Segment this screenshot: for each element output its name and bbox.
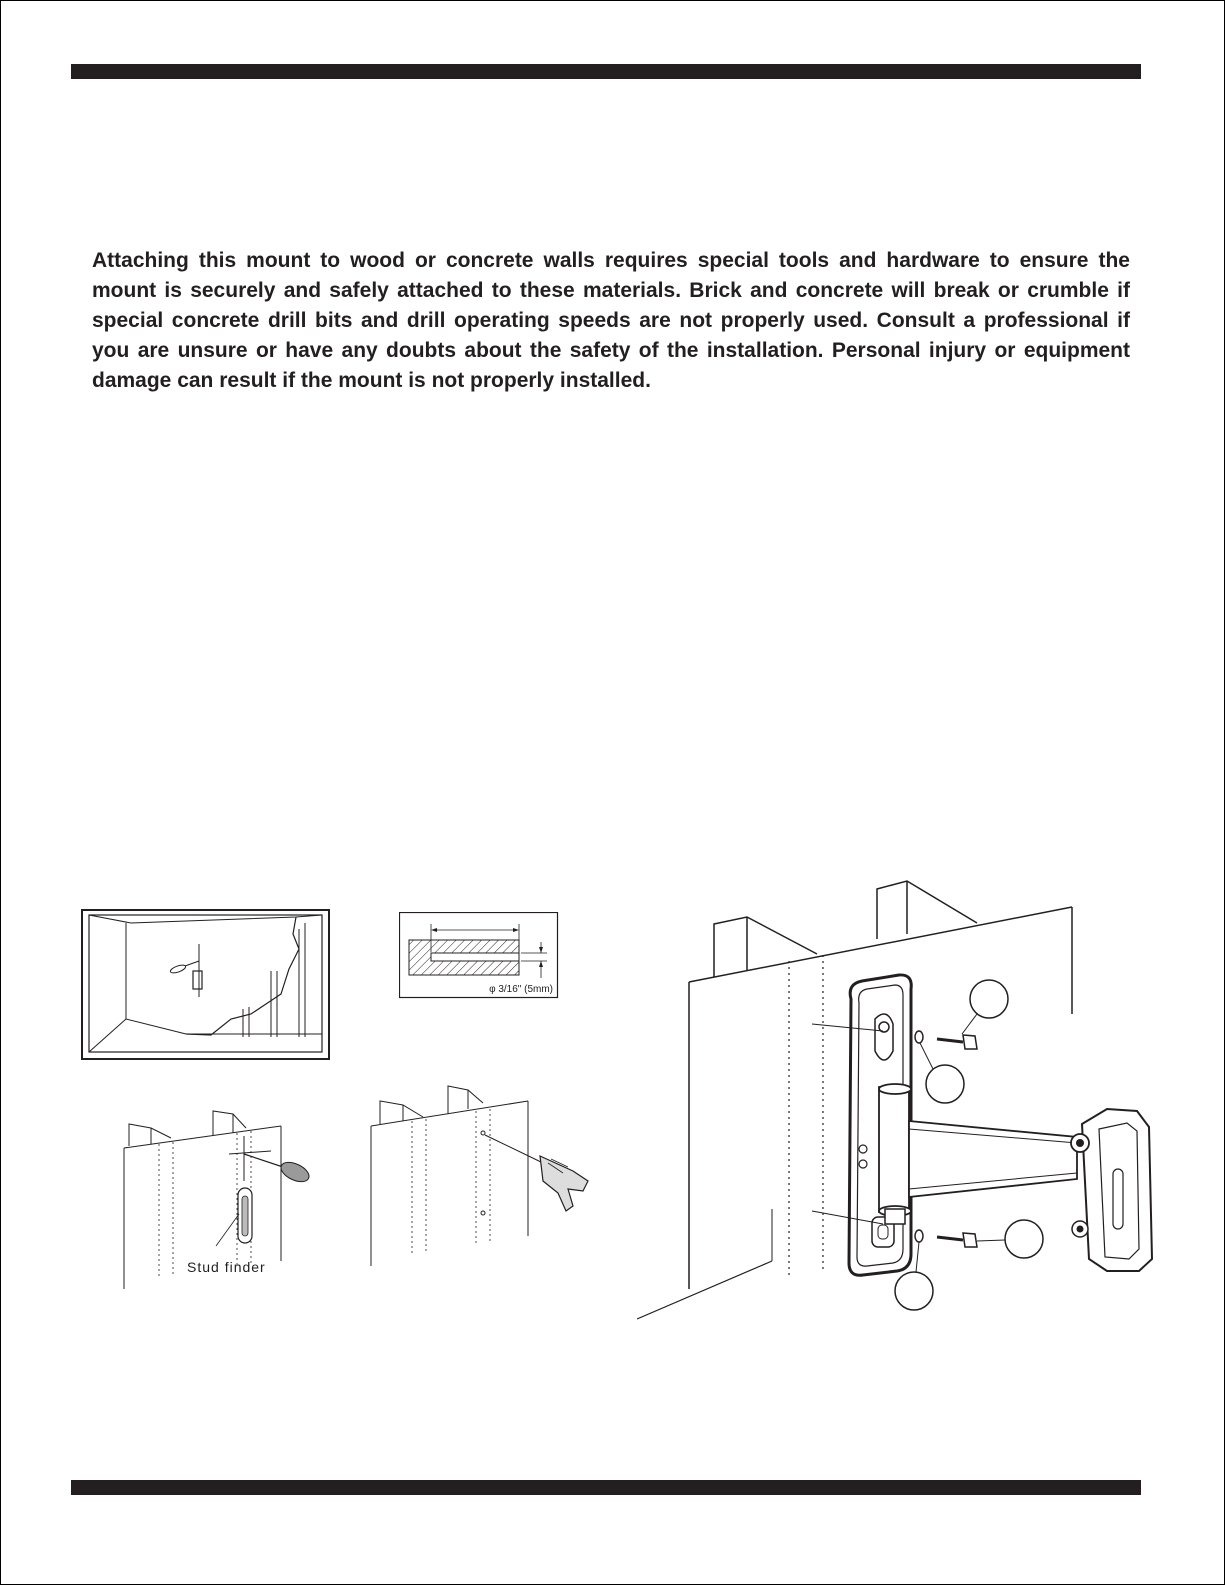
stud-finder-figure — [121, 1106, 321, 1291]
drilling-figure — [368, 1081, 593, 1271]
mount-installation-figure — [637, 879, 1157, 1324]
drill-hole-dimension-label: φ 3/16" (5mm) — [489, 984, 553, 995]
drill-hole-diagram — [399, 912, 559, 999]
warning-paragraph: Attaching this mount to wood or concrete walls requires special tools and hardware to ensure the mount is securely and safely attached to these materials. Brick and concrete will break or crumble if special concrete drill bits and drill operating speeds are not properly used. Consult a professional if you are unsure or have any doubts about the safety of the installation. Personal injury or equipment damage can result if the mount is not properly installed. — [92, 249, 1130, 392]
footer-rule — [71, 1480, 1141, 1495]
stud-finder-label: Stud finder — [187, 1259, 266, 1275]
header-rule — [71, 64, 1141, 79]
wall-cutaway-figure — [81, 909, 331, 1061]
